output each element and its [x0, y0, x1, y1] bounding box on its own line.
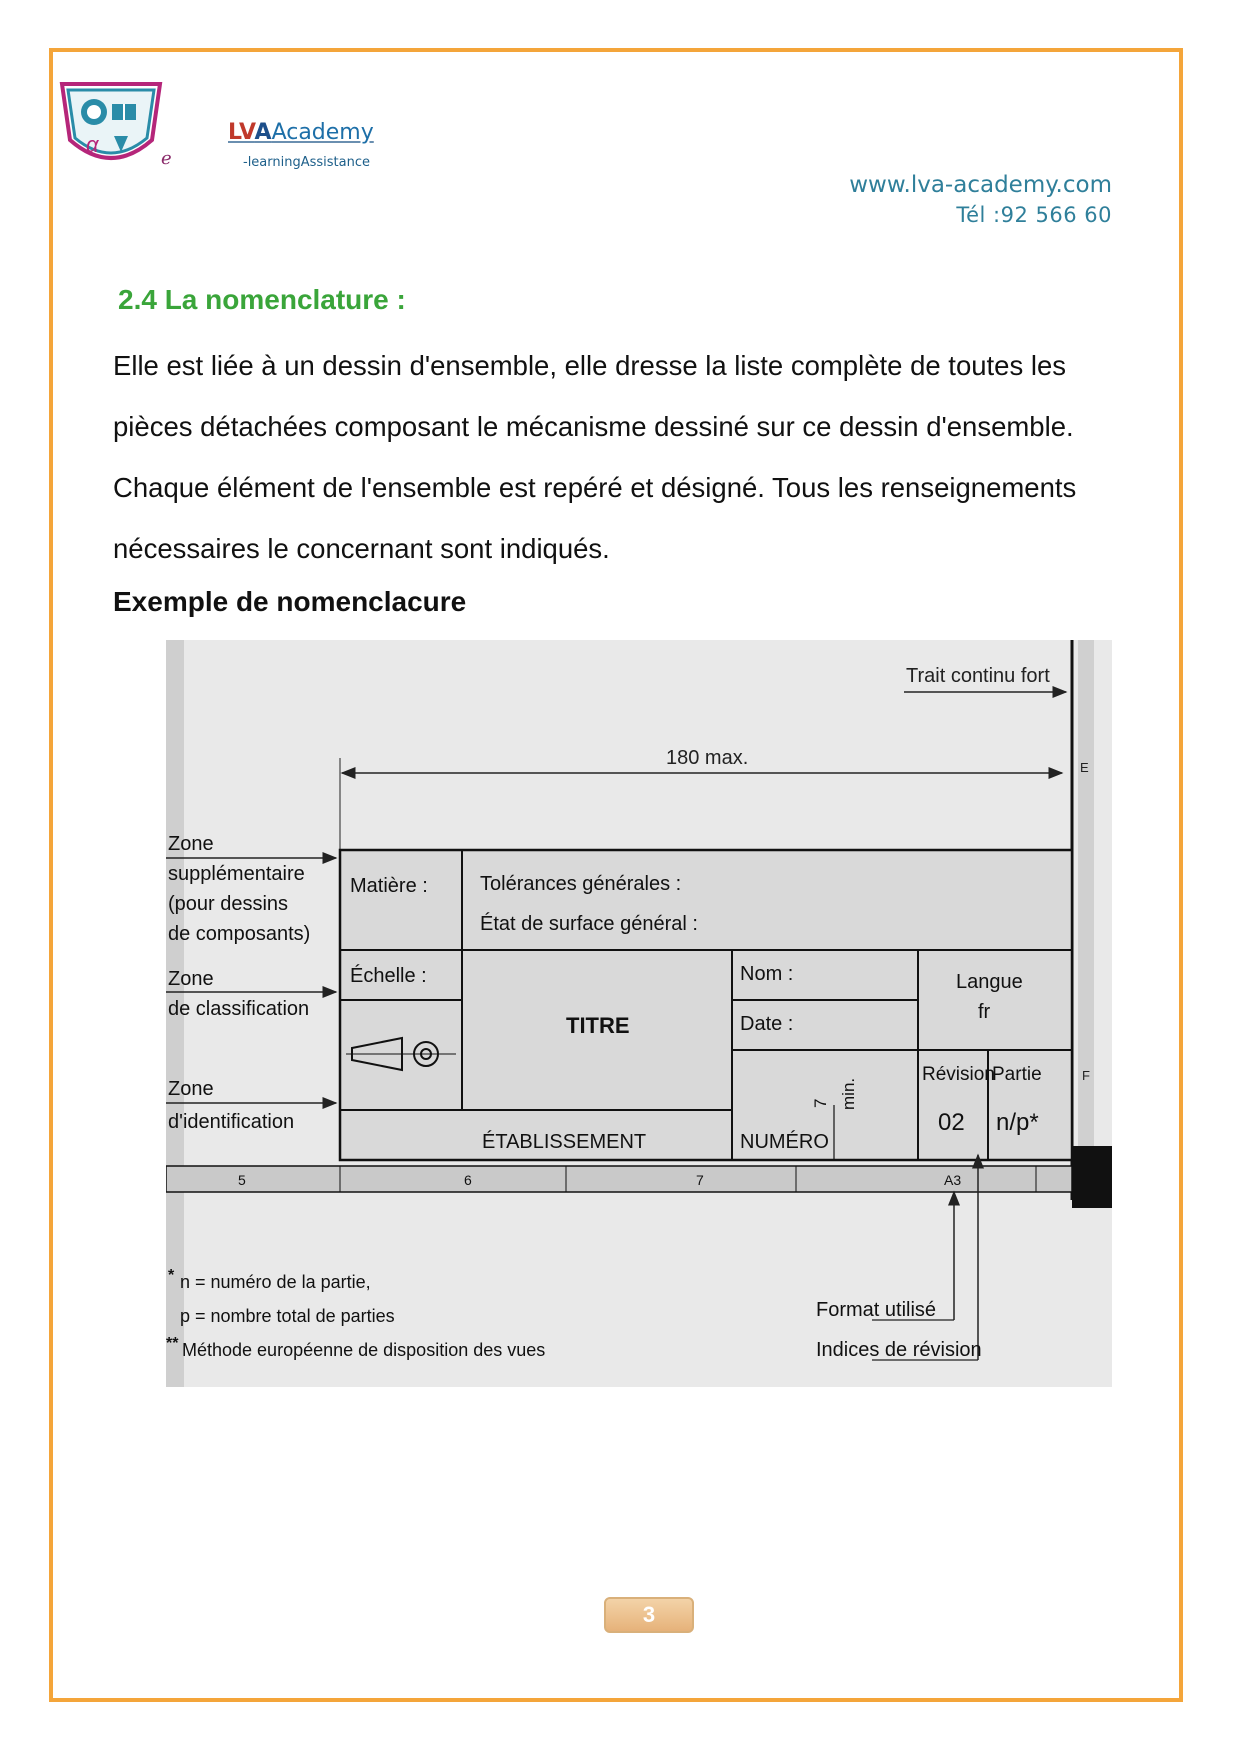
- lva-academy-logo-icon: [56, 80, 166, 176]
- note-double-star: **: [166, 1335, 179, 1352]
- cell-langue: Langue: [956, 971, 1023, 993]
- cell-partie: Partie: [992, 1064, 1042, 1085]
- note-p: p = nombre total de parties: [180, 1306, 395, 1326]
- cell-tolerances: Tolérances générales :: [480, 873, 682, 895]
- dimension-label: 180 max.: [666, 747, 749, 769]
- brand-a: A: [254, 120, 272, 145]
- cell-min-label: min.: [839, 1077, 858, 1110]
- cell-matiere: Matière :: [350, 875, 428, 897]
- svg-text:d'identification: d'identification: [168, 1111, 295, 1133]
- ruler-label: 6: [464, 1172, 472, 1188]
- title-block-figure: [166, 640, 1112, 1387]
- title-block-diagram: [166, 640, 1112, 1387]
- paragraph-line: nécessaires le concernant sont indiqués.: [113, 533, 610, 564]
- brand-academy: Academy: [271, 120, 374, 145]
- cell-langue-value: fr: [978, 1001, 991, 1023]
- brand-name[interactable]: [228, 120, 374, 145]
- cell-etablissement: ÉTABLISSEMENT: [482, 1131, 647, 1153]
- cell-nom: Nom :: [740, 963, 794, 985]
- svg-text:Zone: Zone: [168, 833, 214, 855]
- section-paragraph: [113, 335, 1173, 579]
- cell-revision-value: 02: [938, 1109, 965, 1136]
- ruler-label: A3: [944, 1172, 962, 1188]
- cell-date: Date :: [740, 1013, 794, 1035]
- paragraph-line: Chaque élément de l'ensemble est repéré et désigné. Tous les renseignements: [113, 472, 1077, 503]
- cell-echelle: Échelle :: [350, 965, 427, 987]
- svg-text:Zone: Zone: [168, 968, 214, 990]
- phone-number: Tél :92 566 60: [956, 203, 1112, 227]
- svg-text:Zone: Zone: [168, 1078, 214, 1100]
- trait-label: Trait continu fort: [906, 665, 1050, 687]
- paragraph-line: Elle est liée à un dessin d'ensemble, elle dresse la liste complète de toutes les: [113, 350, 1067, 381]
- logo-e-letter: e: [161, 148, 172, 169]
- svg-text:de composants): de composants): [168, 923, 311, 945]
- callout-format: Format utilisé: [816, 1299, 937, 1321]
- cell-etat: État de surface général :: [480, 913, 698, 935]
- brand-lv: LV: [228, 120, 255, 145]
- note-star: *: [168, 1267, 175, 1284]
- brand-tagline: -learningAssistance: [243, 155, 370, 170]
- note-n: n = numéro de la partie,: [180, 1272, 371, 1292]
- svg-text:de classification: de classification: [168, 998, 310, 1020]
- website-link[interactable]: www.lva-academy.com: [849, 172, 1112, 198]
- paragraph-line: pièces détachées composant le mécanisme dessiné sur ce dessin d'ensemble.: [113, 411, 1074, 442]
- border-letter-e: E: [1080, 760, 1089, 775]
- cell-min-7: 7: [811, 1098, 830, 1108]
- svg-text:(pour dessins: (pour dessins: [168, 893, 289, 915]
- section-title: 2.4 La nomenclature :: [118, 284, 406, 315]
- border-letter-f: F: [1082, 1068, 1090, 1083]
- cell-revision: Révision: [922, 1064, 995, 1085]
- callout-indices: Indices de révision: [816, 1339, 982, 1361]
- page-number: 3: [604, 1597, 694, 1633]
- svg-text:supplémentaire: supplémentaire: [168, 863, 305, 885]
- cell-numero: NUMÉRO: [740, 1131, 829, 1153]
- svg-text:α: α: [86, 132, 99, 157]
- example-title: Exemple de nomenclacure: [113, 586, 467, 617]
- note-methode: Méthode européenne de disposition des vues: [182, 1340, 546, 1360]
- ruler-label: 5: [238, 1172, 246, 1188]
- cell-titre: TITRE: [566, 1013, 630, 1038]
- cell-partie-value: n/p*: [996, 1109, 1039, 1136]
- ruler-label: 7: [696, 1172, 704, 1188]
